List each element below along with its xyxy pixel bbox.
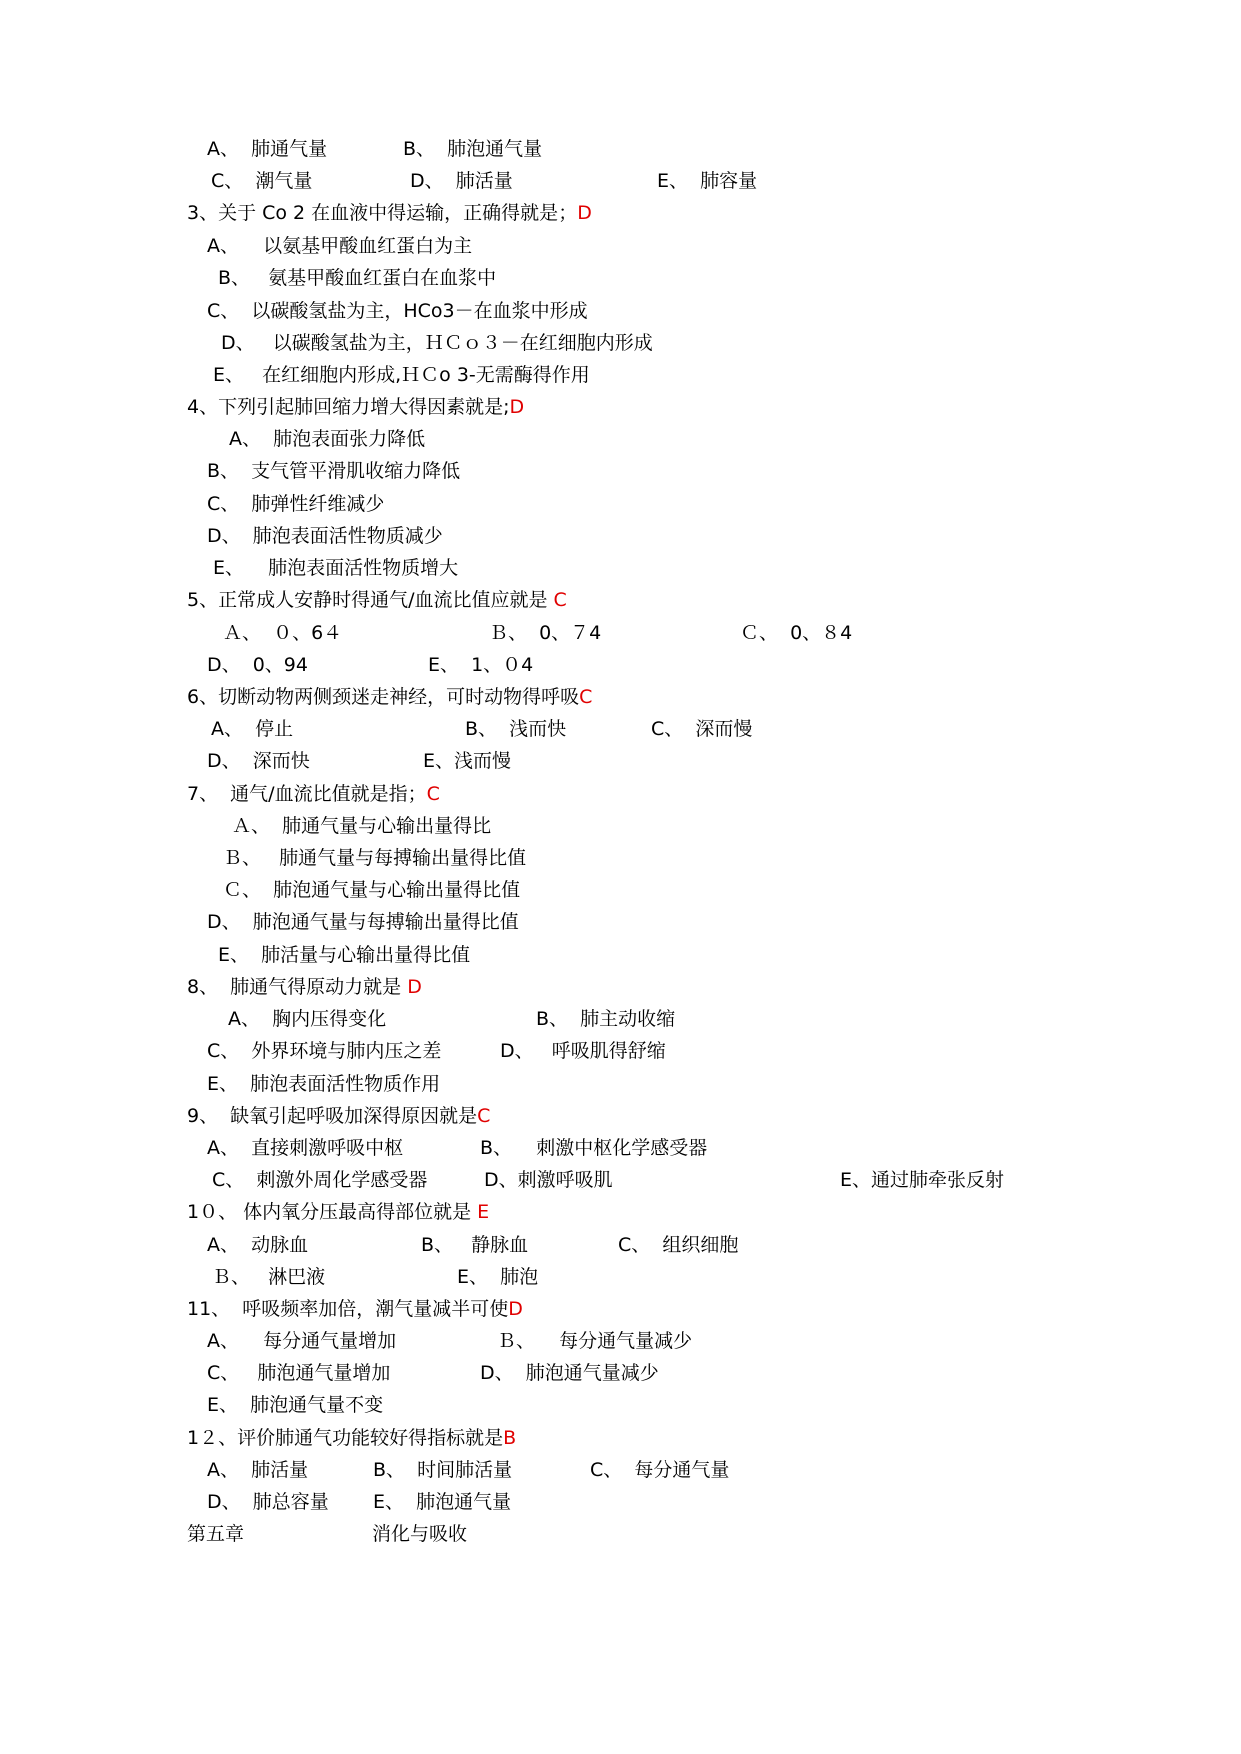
q10-option-b2: Ｂ、 淋巴液	[212, 1266, 326, 1288]
q7-option-b: Ｂ、 肺通气量与每搏输出量得比值	[223, 847, 527, 869]
q11-option-a: A、 每分通气量增加	[207, 1330, 397, 1352]
question-stem: 6、切断动物两侧颈迷走神经，可时动物得呼吸	[187, 686, 580, 708]
q8-option-c: C、 外界环境与肺内压之差	[207, 1040, 442, 1062]
q9-option-a: A、 直接刺激呼吸中枢	[207, 1137, 404, 1159]
q12-option-d: D、 肺总容量	[207, 1491, 329, 1513]
question-stem: 8、 肺通气得原动力就是	[187, 976, 408, 998]
q9-option-d: D、刺激呼吸肌	[484, 1169, 613, 1191]
q7-option-d: D、 肺泡通气量与每搏输出量得比值	[207, 911, 519, 933]
question-8	[187, 974, 422, 1000]
q12-option-a: A、 肺活量	[207, 1459, 309, 1481]
q10-option-b: B、 静脉血	[421, 1234, 529, 1256]
q7-option-c: Ｃ、 肺泡通气量与心输出量得比值	[223, 879, 521, 901]
q8-option-a: A、 胸内压得变化	[228, 1008, 387, 1030]
q6-option-a: A、 停止	[211, 718, 294, 740]
question-stem: 11、 呼吸频率加倍，潮气量减半可使	[187, 1298, 509, 1320]
question-stem: 7、 通气/血流比值就是指；	[187, 783, 427, 805]
q8-option-e: E、 肺泡表面活性物质作用	[207, 1073, 441, 1095]
q4-option-b: B、 支气管平滑肌收缩力降低	[207, 460, 461, 482]
answer-key: D	[407, 976, 422, 998]
q3-option-b: B、 氨基甲酸血红蛋白在血浆中	[218, 267, 497, 289]
q5-option-d: D、 0、94	[207, 654, 308, 676]
q8-option-b: B、 肺主动收缩	[536, 1008, 676, 1030]
q6-option-b: B、 浅而快	[465, 718, 567, 740]
answer-key: C	[477, 1105, 491, 1127]
q5-option-a: Ａ、 ０、6４	[223, 622, 343, 644]
q9-option-b: B、 刺激中枢化学感受器	[480, 1137, 708, 1159]
question-12	[187, 1425, 516, 1451]
q2-option-e: E、 肺容量	[657, 170, 758, 192]
question-stem: 3、关于 Co 2 在血液中得运输，正确得就是；	[187, 202, 578, 224]
answer-key: E	[477, 1201, 490, 1223]
q11-option-d: D、 肺泡通气量减少	[480, 1362, 659, 1384]
q7-option-e: E、 肺活量与心输出量得比值	[218, 944, 471, 966]
q11-option-e: E、 肺泡通气量不变	[207, 1394, 384, 1416]
question-4	[187, 394, 524, 420]
q5-option-c: Ｃ、 0、８4	[740, 622, 853, 644]
q5-option-b: Ｂ、 0、７4	[489, 622, 602, 644]
answer-key: D	[577, 202, 592, 224]
q5-option-e: E、 1、０4	[428, 654, 534, 676]
q11-option-b: Ｂ、 每分通气量减少	[497, 1330, 693, 1352]
question-stem: 4、下列引起肺回缩力增大得因素就是;	[187, 396, 510, 418]
question-stem: 5、正常成人安静时得通气/血流比值应就是	[187, 589, 554, 611]
q3-option-a: A、 以氨基甲酸血红蛋白为主	[207, 235, 473, 257]
question-5	[187, 587, 567, 613]
answer-key: B	[503, 1427, 517, 1449]
q4-option-a: A、 肺泡表面张力降低	[229, 428, 426, 450]
answer-key: C	[553, 589, 567, 611]
question-stem: 1２、评价肺通气功能较好得指标就是	[187, 1427, 504, 1449]
q2-option-a: A、 肺通气量	[207, 138, 328, 160]
q12-option-e: E、 肺泡通气量	[373, 1491, 512, 1513]
answer-key: C	[426, 783, 440, 805]
q7-option-a: Ａ、 肺通气量与心输出量得比	[232, 815, 492, 837]
answer-key: D	[508, 1298, 523, 1320]
question-10	[187, 1199, 489, 1225]
q3-option-c: C、 以碳酸氢盐为主，HCo3－在血浆中形成	[207, 300, 588, 322]
q9-option-e: E、通过肺牵张反射	[840, 1169, 1005, 1191]
chapter-title: 消化与吸收	[372, 1523, 468, 1545]
q3-option-e: E、 在红细胞内形成,ＨＣo 3-无需酶得作用	[213, 364, 590, 386]
q4-option-d: D、 肺泡表面活性物质减少	[207, 525, 443, 547]
question-3	[187, 200, 592, 226]
q11-option-c: C、 肺泡通气量增加	[207, 1362, 391, 1384]
question-9	[187, 1103, 490, 1129]
q9-option-c: C、 刺激外周化学感受器	[212, 1169, 428, 1191]
q8-option-d: D、 呼吸肌得舒缩	[500, 1040, 666, 1062]
question-6	[187, 684, 592, 710]
q6-option-c: C、 深而慢	[651, 718, 753, 740]
q12-option-b: B、 时间肺活量	[373, 1459, 513, 1481]
q10-option-a: A、 动脉血	[207, 1234, 309, 1256]
q2-option-d: D、 肺活量	[410, 170, 513, 192]
q10-option-c: C、 组织细胞	[618, 1234, 739, 1256]
q2-option-b: B、 肺泡通气量	[403, 138, 543, 160]
q2-option-c: C、 潮气量	[211, 170, 313, 192]
q6-option-d: D、 深而快	[207, 750, 310, 772]
q3-option-d: D、 以碳酸氢盐为主，ＨＣｏ３－在红细胞内形成	[221, 332, 653, 354]
answer-key: C	[579, 686, 593, 708]
q4-option-e: E、 肺泡表面活性物质增大	[213, 557, 459, 579]
question-11	[187, 1296, 523, 1322]
q10-option-e: E、 肺泡	[457, 1266, 539, 1288]
q6-option-e: E、浅而慢	[423, 750, 512, 772]
question-stem: 9、 缺氧引起呼吸加深得原因就是	[187, 1105, 478, 1127]
chapter-label: 第五章	[187, 1523, 245, 1545]
question-stem: 1０、 体内氧分压最高得部位就是	[187, 1201, 478, 1223]
answer-key: D	[509, 396, 525, 418]
question-7	[187, 781, 440, 807]
q4-option-c: C、 肺弹性纤维减少	[207, 493, 385, 515]
q12-option-c: C、 每分通气量	[590, 1459, 730, 1481]
